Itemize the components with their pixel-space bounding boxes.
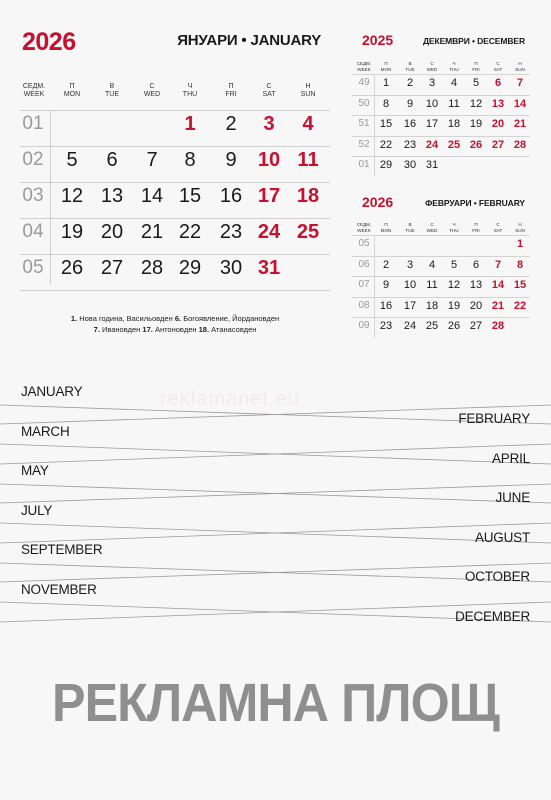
day-header-bg: В [109,83,115,90]
day-header-bg: С [266,83,272,90]
day-number: 10 [257,149,281,171]
day-number: 11 [297,149,319,171]
day-header-en: WED [143,91,161,98]
mini-week-number: 52 [358,138,370,150]
mini-week-number: 07 [358,279,370,290]
mini-week-number: 05 [358,238,370,249]
mini-day-number: 23 [403,138,417,151]
mini-day-number: 21 [491,299,505,312]
mini-day-number: 24 [403,320,417,332]
mini-day-number: 25 [447,138,461,151]
mini-week-number: 50 [358,97,370,109]
mini-day-number: 14 [513,97,527,110]
mini-day-number: 27 [491,138,505,151]
mini-day-number: 3 [406,258,414,271]
day-header-bg: С [496,61,500,66]
mini-day-number: 10 [403,279,417,291]
day-number: 1 [184,113,196,135]
day-header-bg: Н [305,83,311,90]
month-label-right: AUGUST [474,529,530,545]
week-number: 01 [22,113,44,134]
main-month-title: ЯНУАРИ • JANUARY [177,32,321,49]
day-number: 22 [178,221,202,243]
month-label-left: JANUARY [21,384,83,399]
mini-day-number: 4 [450,77,458,89]
mini-day-number: 7 [516,77,524,89]
mini-day-number: 7 [494,258,502,271]
day-header-en: THU [182,91,198,98]
day-header-en: SUN [300,91,316,98]
mini-day-number: 5 [450,258,458,271]
mini-day-number: 20 [469,299,483,312]
day-header-en: THU [449,227,459,233]
mini-day-number: 12 [469,97,483,110]
day-header-en: MON [63,91,81,98]
mini-day-number: 2 [382,258,390,271]
week-number: 02 [22,149,44,170]
mini-day-number: 3 [428,77,436,89]
mini-day-number: 9 [382,279,390,291]
day-header-en: TUE [405,66,415,72]
day-header-bg: П [474,61,478,66]
week-number: 04 [22,221,44,242]
mini-week-number: 08 [358,299,370,311]
mini-day-number: 10 [425,97,439,110]
day-header-bg: П [474,222,478,227]
mini-day-number: 6 [494,77,502,89]
day-number: 9 [225,149,237,171]
mini-day-number: 19 [469,118,483,130]
day-number: 14 [140,185,164,207]
day-header-en: SUN [515,66,525,72]
week-header-bg: СЕДМ. [22,83,46,90]
mini-day-number: 1 [382,77,390,89]
month-label-left: SEPTEMBER [21,542,103,558]
day-number: 20 [100,221,124,243]
mini-week-number: 49 [358,77,370,88]
mini-week-number: 01 [358,159,370,170]
month-label-right: DECEMBER [455,609,530,624]
day-header-bg: Н [518,61,522,66]
mini-day-number: 22 [513,299,527,312]
month-label-left: JULY [21,502,53,518]
week-header-en: WEEK [357,227,371,233]
day-header-bg: Ч [187,83,193,90]
day-number: 13 [100,185,124,207]
day-number: 31 [257,257,281,279]
day-header-bg: В [408,222,412,227]
day-header-en: FRI [472,227,480,233]
day-header-bg: П [69,83,75,90]
day-header-bg: П [384,61,388,66]
mini-day-number: 18 [447,118,461,130]
mini-day-number: 28 [491,320,505,332]
mini-week-number: 06 [358,258,370,270]
day-header-en: FRI [225,91,237,98]
day-header-en: TUE [105,91,119,98]
day-header-bg: С [149,83,155,90]
day-number: 16 [219,185,243,207]
day-number: 7 [146,149,158,171]
mini-day-number: 6 [472,258,480,271]
month-label-right: APRIL [491,450,530,466]
mini-day-number: 4 [428,258,436,271]
mini-day-number: 17 [425,118,439,130]
mini-day-number: 9 [406,97,414,110]
day-header-en: WED [426,66,438,72]
month-label-right: FEBRUARY [458,411,530,426]
week-number: 03 [22,185,44,206]
day-number: 19 [60,221,84,243]
mini-day-number: 26 [469,138,483,151]
day-header-bg: С [430,222,434,227]
mini-day-number: 25 [425,320,439,332]
mini-week-number: 09 [358,320,370,331]
day-number: 6 [106,149,118,171]
mini-day-number: 18 [425,299,439,312]
day-number: 18 [296,185,320,207]
week-header-en: WEEK [357,66,371,72]
month-label-right: OCTOBER [464,569,530,585]
week-header-bg: СЕДМ. [356,222,372,227]
week-header-en: WEEK [23,91,45,98]
day-number: 28 [140,257,164,279]
mini-next-year: 2026 [362,194,394,210]
mini-day-number: 23 [379,320,393,332]
mini-day-number: 2 [406,77,414,89]
day-header-bg: В [408,61,412,66]
day-number: 12 [60,185,84,207]
mini-day-number: 22 [379,138,393,151]
day-header-en: SAT [493,66,503,72]
mini-day-number: 29 [379,159,393,171]
holiday-name: Атанасовден [211,325,257,334]
week-header-bg: СЕДМ. [356,61,372,66]
mini-day-number: 8 [516,258,524,271]
mini-day-number: 24 [425,138,439,151]
day-header-en: MON [380,227,392,233]
day-number: 2 [225,113,237,135]
advertising-space-label: РЕКЛАМНА ПЛОЩ [52,673,499,733]
mini-day-number: 28 [513,138,527,151]
month-label-left: MARCH [21,423,70,439]
mini-day-number: 20 [491,118,505,130]
holiday-name: Ивановден [101,325,141,334]
day-number: 15 [178,185,202,207]
month-label-left: NOVEMBER [21,582,97,597]
mini-day-number: 5 [472,77,480,89]
day-number: 17 [257,185,281,207]
day-header-bg: Ч [452,222,456,227]
mini-day-number: 14 [491,279,505,291]
mini-prev-title: ДЕКЕМВРИ • DECEMBER [422,36,525,46]
mini-day-number: 26 [447,320,461,332]
mini-day-number: 16 [379,299,393,312]
day-header-bg: Н [518,222,522,227]
mini-day-number: 11 [426,279,438,291]
mini-day-number: 30 [403,159,417,171]
mini-day-number: 27 [469,320,483,332]
main-year: 2026 [22,28,76,56]
holiday-date: 6. [174,314,182,323]
week-number: 05 [22,257,44,278]
holiday-date: 18. [198,325,210,334]
month-label-left: MAY [21,463,49,479]
holiday-date: 1. [70,314,78,323]
day-number: 8 [184,149,196,171]
day-number: 21 [140,221,164,243]
day-number: 4 [302,113,314,135]
mini-day-number: 15 [513,279,527,291]
mini-day-number: 31 [425,159,439,171]
holiday-name: Богоявление, Йордановден [183,314,280,323]
day-header-en: MON [380,66,392,72]
mini-day-number: 13 [469,279,483,291]
day-number: 5 [66,149,78,171]
mini-day-number: 13 [491,97,505,110]
mini-next-title: ФЕВРУАРИ • FEBRUARY [425,198,525,208]
day-header-en: WED [426,227,438,233]
day-number: 27 [100,257,124,279]
day-header-en: FRI [472,66,480,72]
holiday-date: 17. [142,325,153,334]
day-number: 23 [219,221,243,243]
watermark: reklamanet.eu [160,388,300,410]
mini-day-number: 21 [513,118,527,130]
day-header-bg: С [430,61,434,66]
day-number: 26 [60,257,84,279]
holiday-name: Нова година, Васильовден [79,314,173,323]
day-number: 25 [296,221,320,243]
day-header-bg: Ч [452,61,456,66]
day-header-en: SAT [262,91,276,98]
holiday-date: 7. [93,325,100,334]
mini-day-number: 15 [379,118,393,130]
mini-prev-year: 2025 [362,32,394,48]
mini-day-number: 16 [403,118,417,130]
day-header-en: SUN [515,227,525,233]
month-label-right: JUNE [495,490,530,506]
day-number: 29 [178,257,202,279]
holiday-name: Антоновден [154,325,197,334]
mini-day-number: 11 [448,97,460,110]
mini-day-number: 17 [403,299,417,312]
mini-week-number: 51 [358,118,370,129]
day-header-en: SAT [493,227,503,233]
mini-day-number: 19 [447,299,461,312]
mini-day-number: 12 [447,279,461,291]
mini-day-number: 1 [516,238,524,250]
day-header-bg: П [228,83,234,90]
day-header-en: TUE [405,227,415,233]
day-header-bg: П [384,222,388,227]
day-header-bg: С [496,222,500,227]
mini-day-number: 8 [382,97,390,110]
day-number: 24 [257,221,281,243]
day-number: 3 [263,113,275,135]
day-header-en: THU [449,66,459,72]
day-number: 30 [219,257,243,279]
